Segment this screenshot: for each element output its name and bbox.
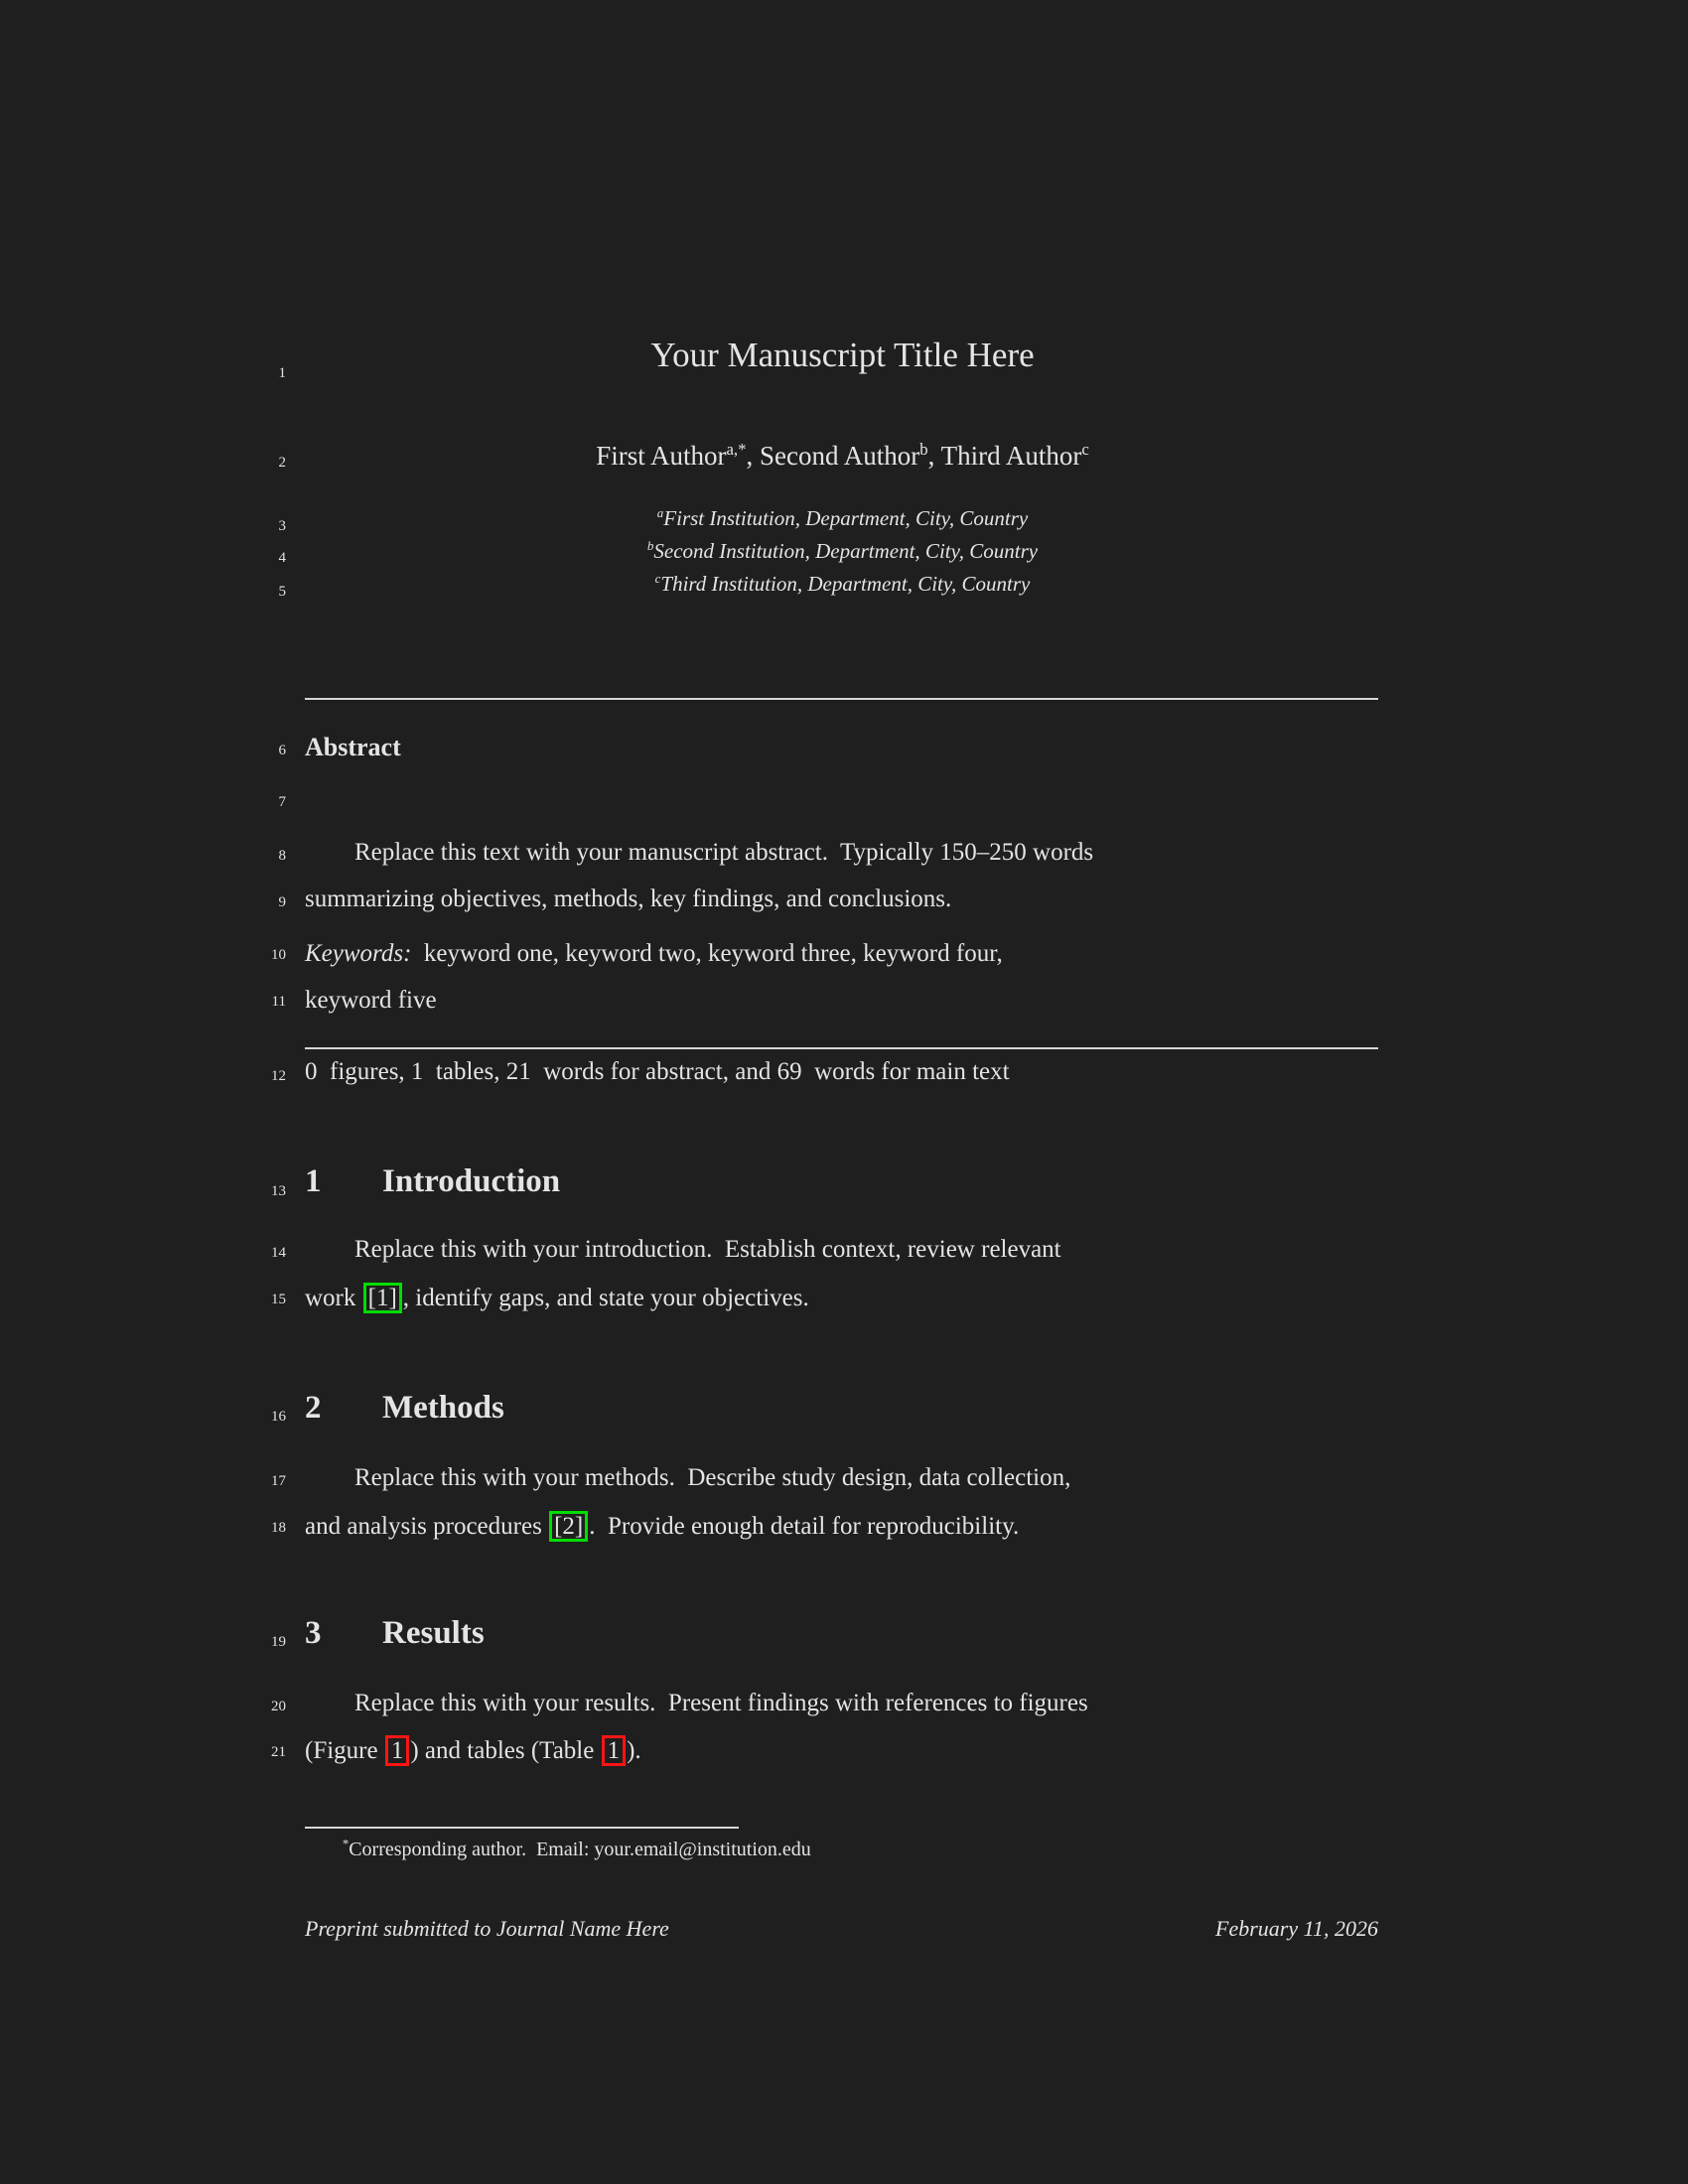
line-number: 3 — [278, 518, 286, 534]
line-number: 19 — [271, 1634, 286, 1650]
line-number: 12 — [271, 1068, 286, 1084]
author-1-name: First Author — [596, 441, 727, 471]
affiliation-1-superscript: a — [656, 505, 664, 520]
line-number: 17 — [271, 1473, 286, 1489]
affiliation-3-text: Third Institution, Department, City, Country — [660, 572, 1031, 596]
section-1-number: 1 — [305, 1163, 322, 1199]
author-separator: , — [746, 441, 760, 471]
keywords-line-1 — [305, 940, 1380, 968]
results-text-pre-figref: (Figure — [305, 1737, 384, 1764]
manuscript-counts-line: 0 figures, 1 tables, 21 words for abstract, and 69 words for main text — [305, 1058, 1010, 1085]
affiliation-2 — [305, 539, 1380, 564]
author-3-superscript: c — [1081, 440, 1089, 459]
abstract-top-rule — [305, 698, 1378, 700]
author-3-name: Third Author — [940, 441, 1082, 471]
corresponding-author-footnote — [305, 1839, 1380, 1861]
results-text-line-1: Replace this with your results. Present findings with references to figures — [354, 1690, 1088, 1716]
affiliation-1-text: First Institution, Department, City, Country — [663, 506, 1029, 530]
author-separator: , — [927, 441, 941, 471]
authors-line — [305, 441, 1380, 472]
results-text-line-2 — [305, 1735, 1380, 1766]
abstract-text-line-2: summarizing objectives, methods, key findings, and conclusions. — [305, 886, 952, 912]
abstract-text-line-1: Replace this text with your manuscript abstract. Typically 150–250 words — [354, 839, 1094, 866]
results-text-mid: ) and tables (Table — [410, 1737, 601, 1764]
line-number: 18 — [271, 1520, 286, 1536]
line-number: 5 — [278, 584, 286, 600]
section-2-heading — [305, 1390, 1380, 1427]
author-2-superscript: b — [919, 440, 928, 459]
manuscript-title: Your Manuscript Title Here — [650, 336, 1035, 374]
keywords-list-part-1: keyword one, keyword two, keyword three, keyword four, — [411, 940, 1003, 967]
line-number: 9 — [278, 894, 286, 910]
abstract-bottom-rule — [305, 1047, 1378, 1049]
footnote-text: Corresponding author. Email: your.email@institution.edu — [349, 1839, 811, 1860]
section-1-heading — [305, 1163, 1380, 1200]
line-number: 13 — [271, 1183, 286, 1199]
line-number: 7 — [278, 794, 286, 810]
introduction-text-post-cite: , identify gaps, and state your objectives. — [402, 1285, 809, 1311]
footer-date: February 11, 2026 — [1215, 1916, 1378, 1941]
affiliation-3 — [305, 572, 1380, 597]
methods-text-line-1: Replace this with your methods. Describe study design, data collection, — [354, 1464, 1071, 1491]
methods-text-pre-cite: and analysis procedures — [305, 1513, 549, 1540]
methods-text-post-cite: . Provide enough detail for reproducibility. — [589, 1513, 1020, 1540]
line-number: 11 — [271, 994, 286, 1010]
section-3-heading — [305, 1615, 1380, 1652]
table-1-reference-link[interactable]: 1 — [602, 1735, 627, 1766]
methods-text-line-2 — [305, 1511, 1380, 1542]
line-number: 10 — [271, 947, 286, 963]
section-3-title: Results — [382, 1615, 485, 1651]
line-number: 1 — [278, 365, 286, 381]
footer-journal-note: Preprint submitted to Journal Name Here — [305, 1916, 669, 1941]
affiliation-1 — [305, 506, 1380, 531]
section-2-title: Methods — [382, 1390, 504, 1426]
line-number: 8 — [278, 848, 286, 864]
line-number: 21 — [271, 1744, 286, 1760]
line-number: 16 — [271, 1409, 286, 1425]
footnote-rule — [305, 1827, 739, 1829]
keywords-label: Keywords: — [305, 940, 412, 967]
citation-2-link[interactable]: [2] — [549, 1511, 588, 1542]
section-3-number: 3 — [305, 1615, 322, 1651]
footnote-asterisk: * — [343, 1837, 350, 1851]
introduction-text-line-1: Replace this with your introduction. Establish context, review relevant — [354, 1236, 1061, 1263]
section-1-title: Introduction — [382, 1163, 561, 1199]
line-number: 6 — [278, 743, 286, 758]
citation-1-link[interactable]: [1] — [363, 1283, 402, 1313]
affiliation-2-superscript: b — [646, 538, 654, 553]
line-number: 15 — [271, 1292, 286, 1307]
author-2-name: Second Author — [759, 441, 920, 471]
affiliation-2-text: Second Institution, Department, City, Country — [653, 539, 1039, 563]
line-number: 4 — [278, 550, 286, 566]
results-text-post: ). — [627, 1737, 641, 1764]
author-1-superscript: a,* — [726, 440, 747, 459]
introduction-text-line-2 — [305, 1283, 1380, 1313]
keywords-line-2: keyword five — [305, 987, 437, 1014]
line-number: 2 — [278, 455, 286, 471]
section-2-number: 2 — [305, 1390, 322, 1426]
introduction-text-pre-cite: work — [305, 1285, 362, 1311]
affiliation-3-superscript: c — [654, 571, 661, 586]
figure-1-reference-link[interactable]: 1 — [385, 1735, 410, 1766]
line-number: 14 — [271, 1245, 286, 1261]
abstract-heading: Abstract — [305, 733, 401, 761]
line-number: 20 — [271, 1699, 286, 1714]
